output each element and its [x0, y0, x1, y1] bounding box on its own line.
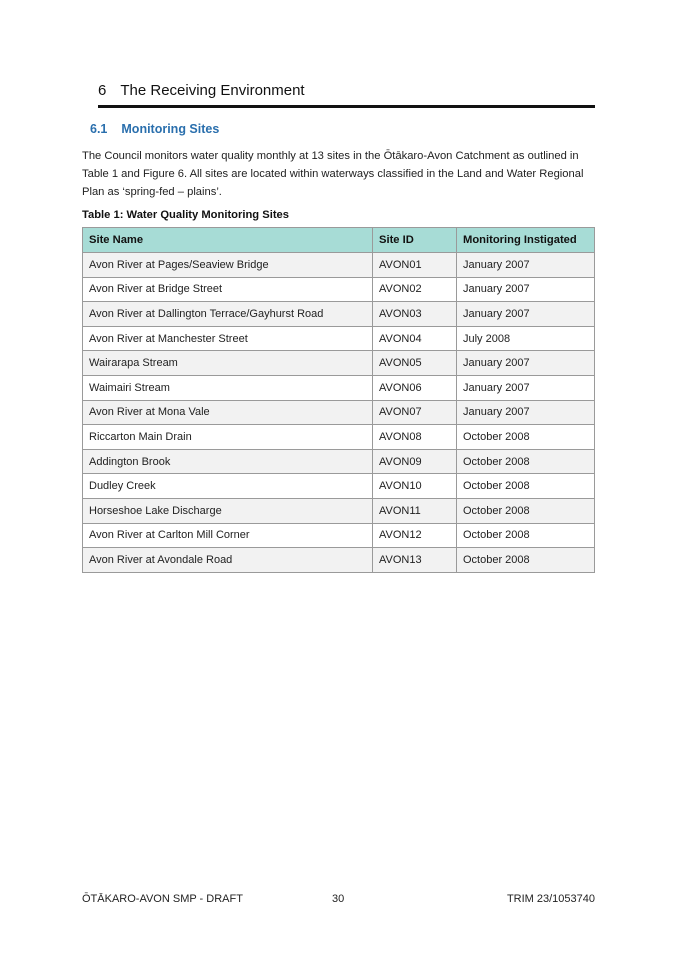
site-id-cell: AVON10 — [373, 474, 457, 499]
table-row — [83, 474, 595, 499]
instigated-cell: October 2008 — [457, 523, 595, 548]
subsection-number: 6.1 — [90, 122, 108, 136]
header-monitoring-instigated: Monitoring Instigated — [457, 228, 595, 253]
table-row — [83, 277, 595, 302]
table-row — [83, 498, 595, 523]
footer-trim-reference: TRIM 23/1053740 — [506, 893, 595, 905]
instigated-cell: January 2007 — [457, 400, 595, 425]
section-heading — [98, 82, 594, 99]
site-id-cell: AVON07 — [373, 400, 457, 425]
site-name-cell: Avon River at Dallington Terrace/Gayhurst Road — [83, 302, 373, 327]
table-row — [83, 351, 595, 376]
table-row — [83, 523, 595, 548]
instigated-cell: October 2008 — [457, 449, 595, 474]
heading-rule — [98, 105, 595, 108]
site-id-cell: AVON05 — [373, 351, 457, 376]
site-id-cell: AVON09 — [373, 449, 457, 474]
site-name-cell: Horseshoe Lake Discharge — [83, 498, 373, 523]
site-name-cell: Avon River at Avondale Road — [83, 548, 373, 573]
site-name-cell: Addington Brook — [83, 449, 373, 474]
table-row — [83, 326, 595, 351]
header-site-id: Site ID — [373, 228, 457, 253]
section-number: 6 — [98, 82, 107, 99]
site-id-cell: AVON13 — [373, 548, 457, 573]
table-row — [83, 375, 595, 400]
site-id-cell: AVON03 — [373, 302, 457, 327]
table-row — [83, 449, 595, 474]
table-header-row — [83, 228, 595, 253]
subsection-title: Monitoring Sites — [121, 122, 220, 136]
instigated-cell: October 2008 — [457, 474, 595, 499]
footer-page-number: 30 — [332, 893, 345, 905]
instigated-cell: January 2007 — [457, 351, 595, 376]
site-id-cell: AVON06 — [373, 375, 457, 400]
monitoring-sites-table — [82, 227, 595, 573]
header-site-name: Site Name — [83, 228, 373, 253]
footer-document-title: ŌTĀKARO-AVON SMP - DRAFT — [82, 893, 243, 905]
site-id-cell: AVON11 — [373, 498, 457, 523]
site-id-cell: AVON02 — [373, 277, 457, 302]
site-name-cell: Avon River at Manchester Street — [83, 326, 373, 351]
table-row — [83, 302, 595, 327]
table-row — [83, 425, 595, 450]
instigated-cell: January 2007 — [457, 253, 595, 278]
instigated-cell: October 2008 — [457, 548, 595, 573]
instigated-cell: January 2007 — [457, 302, 595, 327]
site-name-cell: Wairarapa Stream — [83, 351, 373, 376]
site-id-cell: AVON08 — [373, 425, 457, 450]
subsection-heading — [90, 122, 219, 136]
instigated-cell: October 2008 — [457, 498, 595, 523]
site-name-cell: Avon River at Carlton Mill Corner — [83, 523, 373, 548]
table-row — [83, 253, 595, 278]
section-title: The Receiving Environment — [120, 82, 305, 99]
instigated-cell: January 2007 — [457, 277, 595, 302]
instigated-cell: October 2008 — [457, 425, 595, 450]
site-name-cell: Avon River at Pages/Seaview Bridge — [83, 253, 373, 278]
site-name-cell: Dudley Creek — [83, 474, 373, 499]
site-name-cell: Riccarton Main Drain — [83, 425, 373, 450]
site-name-cell: Avon River at Bridge Street — [83, 277, 373, 302]
site-id-cell: AVON12 — [373, 523, 457, 548]
instigated-cell: July 2008 — [457, 326, 595, 351]
table-row — [83, 400, 595, 425]
site-name-cell: Waimairi Stream — [83, 375, 373, 400]
site-id-cell: AVON01 — [373, 253, 457, 278]
site-name-cell: Avon River at Mona Vale — [83, 400, 373, 425]
instigated-cell: January 2007 — [457, 375, 595, 400]
site-id-cell: AVON04 — [373, 326, 457, 351]
table-row — [83, 548, 595, 573]
intro-paragraph: The Council monitors water quality monthly at 13 sites in the Ōtākaro-Avon Catchment as outlined in Table 1 and Figure 6. All sites are located within waterways classified in the Land and Water Regional Plan as ‘spring-fed – plains’. — [82, 150, 584, 198]
table-caption: Table 1: Water Quality Monitoring Sites — [82, 209, 289, 221]
